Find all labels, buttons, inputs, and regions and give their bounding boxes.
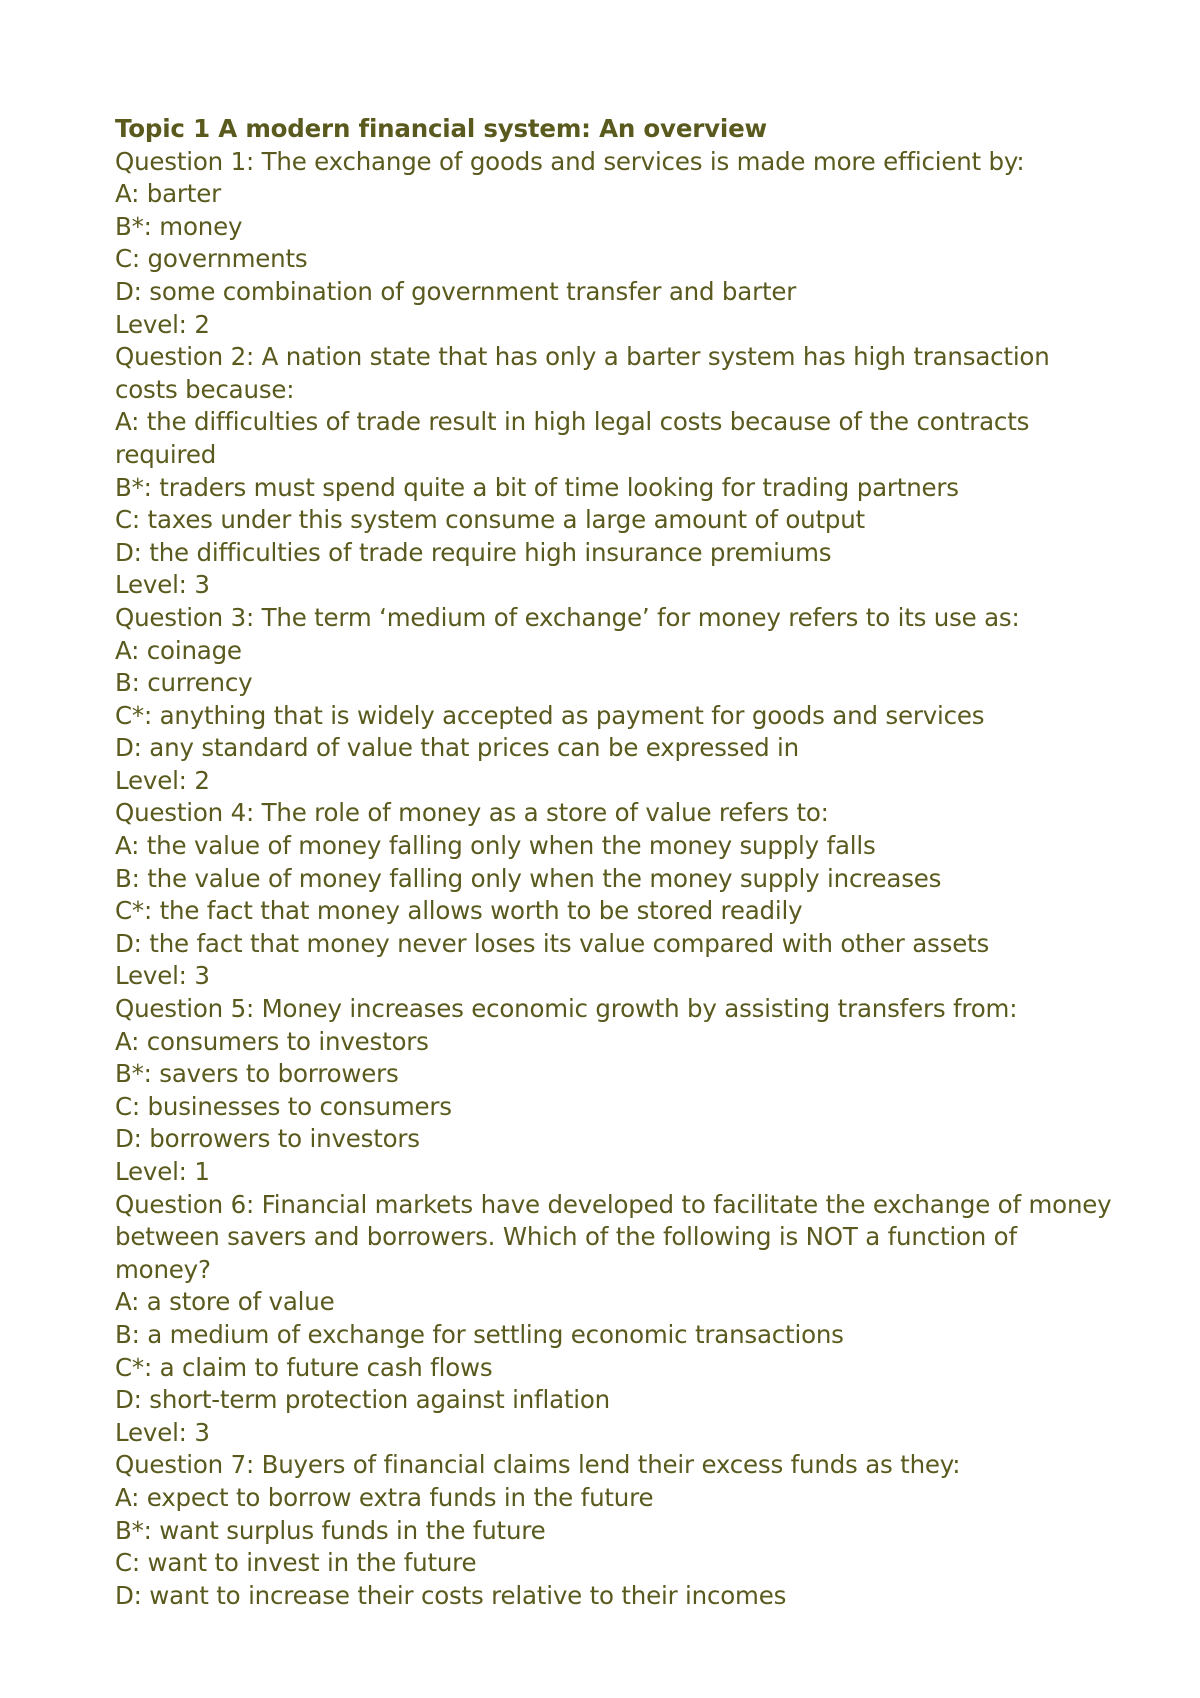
answer-option: C: businesses to consumers (115, 1091, 452, 1121)
question-5 (115, 993, 1115, 1189)
topic-title: Topic 1 A modern financial system: An overview (115, 114, 767, 143)
document-page (115, 113, 1115, 1612)
answer-option: D: any standard of value that prices can be expressed in (115, 733, 799, 763)
question-text: Question 3: The term ‘medium of exchange’ for money refers to its use as: (115, 602, 1020, 632)
answer-option: A: coinage (115, 635, 242, 665)
question-text: Question 1: The exchange of goods and services is made more efficient by: (115, 146, 1025, 176)
answer-option: D: the fact that money never loses its value compared with other assets (115, 928, 990, 958)
answer-option: A: barter (115, 179, 221, 209)
answer-option: A: consumers to investors (115, 1026, 429, 1056)
question-text: Question 6: Financial markets have developed to facilitate the exchange of money between savers and borrowers. Which of the following is NOT a function of money? (115, 1189, 1112, 1284)
answer-option: A: the difficulties of trade result in high legal costs because of the contracts required (115, 407, 1030, 469)
answer-option: C*: a claim to future cash flows (115, 1352, 493, 1382)
answer-option: C*: the fact that money allows worth to be stored readily (115, 896, 803, 926)
answer-option: B*: want surplus funds in the future (115, 1515, 546, 1545)
answer-option: A: a store of value (115, 1287, 335, 1317)
difficulty-level: Level: 3 (115, 961, 210, 991)
question-text: Question 5: Money increases economic growth by assisting transfers from: (115, 994, 1018, 1024)
answer-option: B*: savers to borrowers (115, 1059, 399, 1089)
question-1 (115, 146, 1115, 342)
answer-option: A: expect to borrow extra funds in the future (115, 1482, 654, 1512)
answer-option: B*: traders must spend quite a bit of time looking for trading partners (115, 472, 959, 502)
difficulty-level: Level: 2 (115, 309, 210, 339)
answer-option: B: currency (115, 668, 253, 698)
question-3 (115, 602, 1115, 798)
question-6 (115, 1189, 1115, 1450)
question-text: Question 2: A nation state that has only a barter system has high transaction costs because: (115, 342, 1050, 404)
answer-option: D: the difficulties of trade require high insurance premiums (115, 537, 832, 567)
answer-option: D: borrowers to investors (115, 1124, 420, 1154)
question-text: Question 4: The role of money as a store of value refers to: (115, 798, 829, 828)
difficulty-level: Level: 3 (115, 1417, 210, 1447)
question-7 (115, 1449, 1115, 1612)
answer-option: D: some combination of government transfer and barter (115, 276, 797, 306)
question-list (115, 146, 1115, 1613)
answer-option: B: the value of money falling only when the money supply increases (115, 863, 942, 893)
answer-option: B: a medium of exchange for settling economic transactions (115, 1319, 844, 1349)
answer-option: C: taxes under this system consume a large amount of output (115, 505, 865, 535)
answer-option: D: want to increase their costs relative to their incomes (115, 1580, 787, 1610)
answer-option: C*: anything that is widely accepted as payment for goods and services (115, 700, 985, 730)
answer-option: A: the value of money falling only when the money supply falls (115, 831, 876, 861)
question-2 (115, 341, 1115, 602)
difficulty-level: Level: 2 (115, 765, 210, 795)
answer-option: D: short-term protection against inflation (115, 1385, 611, 1415)
question-4 (115, 797, 1115, 993)
difficulty-level: Level: 3 (115, 570, 210, 600)
answer-option: C: want to invest in the future (115, 1548, 477, 1578)
difficulty-level: Level: 1 (115, 1157, 210, 1186)
answer-option: B*: money (115, 211, 243, 241)
answer-option: C: governments (115, 244, 308, 274)
question-text: Question 7: Buyers of financial claims lend their excess funds as they: (115, 1450, 961, 1480)
